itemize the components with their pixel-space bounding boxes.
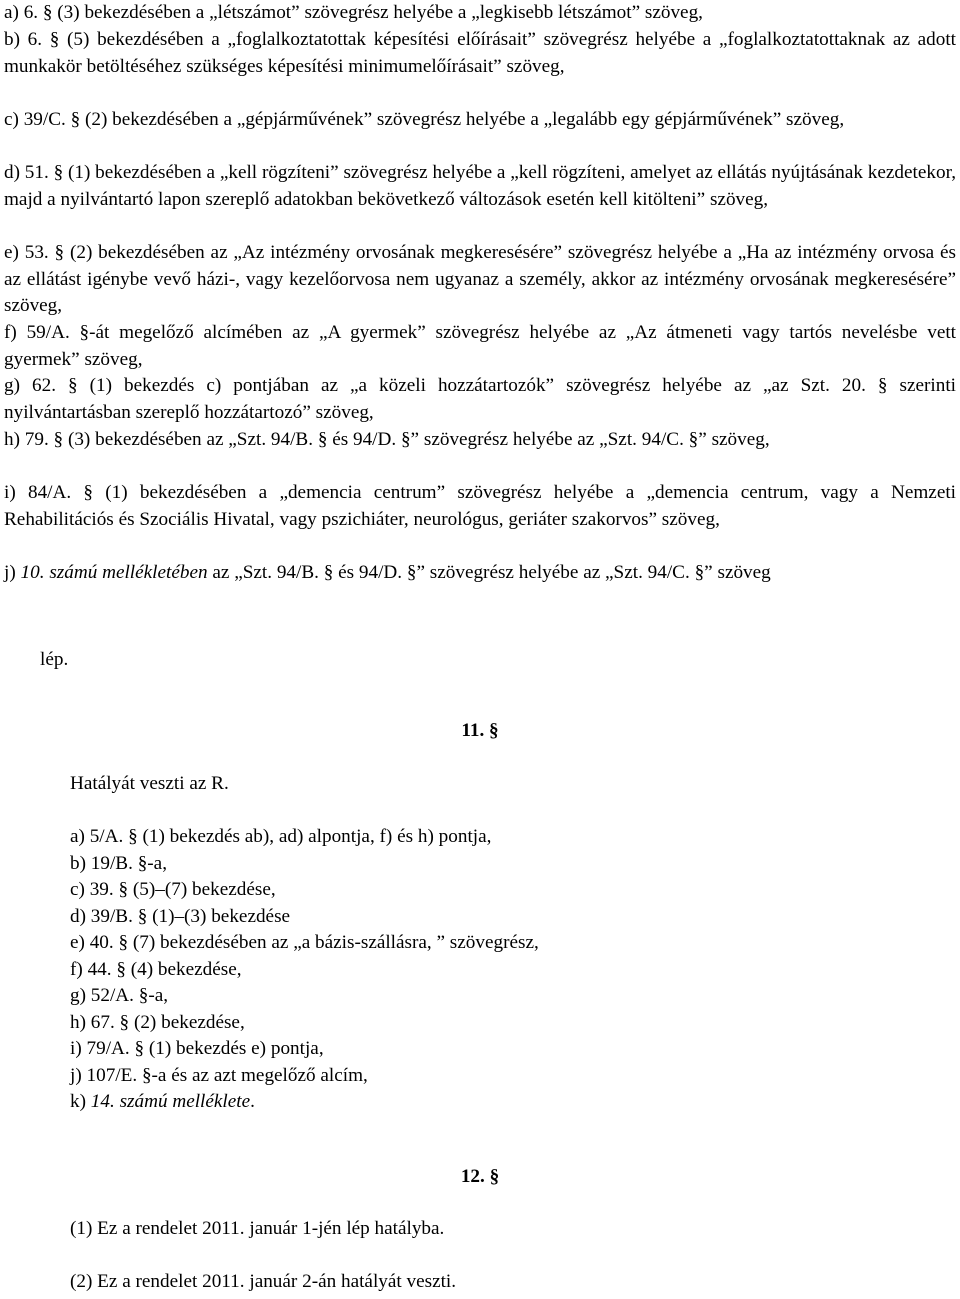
section-11-intro: Hatályát veszti az R. <box>70 773 229 794</box>
section-12-paragraph-2: (2) Ez a rendelet 2011. január 2-án hatályát veszti. <box>70 1271 457 1292</box>
list-item: d) 39/B. § (1)–(3) bekezdése <box>70 905 291 927</box>
list-item: c) 39. § (5)–(7) bekezdése, <box>70 879 276 900</box>
amendment-j <box>4 560 956 587</box>
amendment-a <box>4 0 956 27</box>
amendment-text: e) 53. § (2) bekezdésében az „Az intézmény orvosának megkeresésére” szövegrész helyébe a „Ha az intézmény orvosa és az ellátást igénybe vevő házi-, vagy kezelőorvosa nem ugyanaz a személy, akkor az intézmény orvosának megkeresésére” szöveg, <box>4 242 956 316</box>
amendment-text: d) 51. § (1) bekezdésében a „kell rögzíteni” szövegrész helyébe a „kell rögzíteni, amelyet az ellátás nyújtásának kezdetekor, majd a nyilvántartó lapon szereplő adatokban bekövetkező változások esetén kell kitölteni” szöveg, <box>4 162 956 210</box>
amendment-text: b) 6. § (5) bekezdésében a „foglalkoztatottak képesítési előírásait” szövegrész helyébe a „foglalkoztatottaknak az adott munkakör betöltéséhez szükséges képesítési minimumelőírásait” szöveg, <box>4 29 956 77</box>
amendment-g <box>4 373 956 426</box>
amendment-text: i) 84/A. § (1) bekezdésében a „demencia centrum” szövegrész helyébe a „demencia centrum, vagy a Nemzeti Rehabilitációs és Szociális Hivatal, vagy pszichiáter, neurológus, geriáter szakorvos” szöveg, <box>4 482 956 530</box>
amendment-b <box>4 27 956 80</box>
amendment-text: h) 79. § (3) bekezdésében az „Szt. 94/B. § és 94/D. §” szövegrész helyébe az „Szt. 94/C. §” szöveg, <box>4 429 770 450</box>
list-item: k) 14. számú melléklete. <box>70 1091 255 1112</box>
amendment-text: c) 39/C. § (2) bekezdésében a „gépjárművének” szövegrész helyébe a „legalább egy gépjárművének” szöveg, <box>4 109 845 130</box>
list-item: b) 19/B. §-a, <box>70 852 167 874</box>
amendment-text: az „Szt. 94/B. § és 94/D. §” szövegrész helyébe az „Szt. 94/C. §” szöveg <box>207 562 771 583</box>
list-item-emphasis: 14. számú melléklete <box>90 1091 251 1112</box>
amendment-c <box>4 107 956 134</box>
section-11-heading: 11. § <box>461 720 499 741</box>
list-item: f) 44. § (4) bekezdése, <box>70 958 242 980</box>
list-item: a) 5/A. § (1) bekezdés ab), ad) alpontja, f) és h) pontja, <box>70 826 492 847</box>
list-item: e) 40. § (7) bekezdésében az „a bázis-szállásra, ” szövegrész, <box>70 932 539 953</box>
list-item: g) 52/A. §-a, <box>70 985 169 1006</box>
amendment-text: j) <box>4 562 21 583</box>
list-item: j) 107/E. §-a és az azt megelőző alcím, <box>70 1064 368 1086</box>
amendment-h <box>4 427 956 454</box>
amendment-d <box>4 160 956 213</box>
amendment-text: f) 59/A. §-át megelőző alcímében az „A gyermek” szövegrész helyébe az „Az átmeneti vagy tartós nevelésbe vett gyermek” szöveg, <box>4 322 956 370</box>
repealed-provisions-list <box>70 824 930 1116</box>
section-12-heading: 12. § <box>460 1166 500 1187</box>
amendment-text: g) 62. § (1) bekezdés c) pontjában az „a közeli hozzátartozók” szövegrész helyébe az „az Szt. 20. § szerinti nyilvántartásban szereplő hozzátartozó” szöveg, <box>4 375 956 423</box>
amendment-i <box>4 480 956 533</box>
section-12-paragraph-1: (1) Ez a rendelet 2011. január 1-jén lép hatályba. <box>70 1218 445 1239</box>
list-item: i) 79/A. § (1) bekezdés e) pontja, <box>70 1038 324 1059</box>
closing-word: lép. <box>40 649 69 670</box>
list-item: h) 67. § (2) bekezdése, <box>70 1011 245 1033</box>
amendment-emphasis: 10. számú mellékletében <box>20 562 208 583</box>
amendment-f <box>4 320 956 373</box>
amendment-e <box>4 240 956 320</box>
amendment-text: a) 6. § (3) bekezdésében a „létszámot” szövegrész helyébe a „legkisebb létszámot” szöveg, <box>4 2 703 23</box>
